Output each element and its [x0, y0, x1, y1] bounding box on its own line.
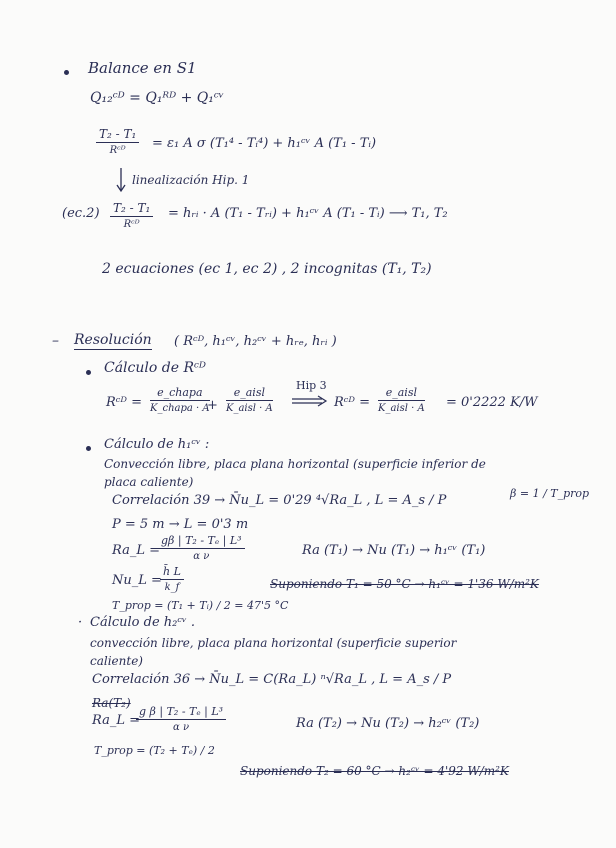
h1-chain: Ra (T₁) → Nu (T₁) → h₁ᶜᵛ (T₁): [302, 543, 486, 558]
rayleigh-lhs: Ra_L =: [112, 543, 160, 558]
h2-description-line2: caliente): [90, 654, 143, 668]
fraction-numerator: h̄ L: [160, 566, 184, 580]
plus-sign: +: [207, 398, 218, 413]
fraction-nusselt: [160, 566, 184, 593]
fraction-numerator: T₂ - T₁: [96, 128, 139, 143]
nusselt-lhs: Nu_L =: [112, 573, 162, 588]
subsection-heading-h2: Cálculo de h₂ᶜᵛ .: [90, 615, 196, 630]
h2-chain: Ra (T₂) → Nu (T₂) → h₂ᶜᵛ (T₂): [296, 716, 480, 731]
h2-correlation: Correlación 36 → N̄u_L = C(Ra_L) ⁿ√Ra_L , L = A_s / P: [92, 672, 452, 687]
dash-marker: ·: [78, 615, 83, 630]
hypothesis-label: Hip 3: [296, 379, 327, 392]
h2-rayleigh-struck: Ra(T₂): [92, 696, 131, 710]
section-heading-resolucion: Resolución: [74, 332, 152, 348]
fraction-rayleigh-h1: [158, 535, 245, 562]
rcd-lhs-simplified: Rᶜᴰ =: [334, 395, 370, 410]
h2-description-line1: convección libre, placa plana horizontal (superficie superior: [90, 636, 457, 650]
h2-film-temperature: T_prop = (T₂ + Tₑ) / 2: [94, 744, 215, 757]
bullet-dot: [64, 70, 69, 75]
fraction-numerator: g β | T₂ - Tₑ | L³: [136, 706, 226, 720]
fraction-denominator: α ν: [193, 551, 210, 562]
fraction-denominator: K_aisl · A: [226, 403, 273, 414]
h1-correlation: Correlación 39 → N̄u_L = 0'29 ⁴√Ra_L , L = A_s / P: [112, 493, 447, 508]
fraction-denominator: Rᶜᴰ: [109, 145, 126, 156]
equation-heat-balance: Q₁₂ᶜᴰ = Q₁ᴿᴰ + Q₁ᶜᵛ: [90, 90, 225, 106]
dash-marker: –: [52, 333, 59, 349]
perimeter-length: P = 5 m → L = 0'3 m: [112, 517, 249, 532]
fraction-denominator: k_f: [164, 582, 180, 593]
fraction-denominator: α ν: [173, 722, 190, 733]
beta-definition: β = 1 / T_prop: [510, 487, 590, 500]
h1-film-temperature: T_prop = (T₁ + Tᵢ) / 2 = 47'5 °C: [112, 599, 289, 612]
subsection-heading-rcd: Cálculo de Rᶜᴰ: [104, 360, 206, 376]
fraction-denominator: K_chapa · A: [150, 403, 210, 414]
h2-assumption: Suponiendo T₂ = 60 °C → h₂ᶜᵛ = 4'92 W/m²K: [240, 764, 509, 778]
fraction-eq1: [96, 128, 139, 156]
fraction-numerator: e_chapa: [150, 387, 210, 401]
implies-arrow-icon: [292, 396, 328, 406]
rayleigh-lhs: Ra_L =: [92, 713, 140, 728]
fraction-ec2: [110, 202, 153, 230]
h1-description-line1: Convección libre, placa plana horizontal (superficie inferior de: [104, 457, 486, 471]
fraction-numerator: gβ | T₂ - Tₑ | L³: [158, 535, 245, 549]
equation-label-ec2: (ec.2): [62, 206, 100, 221]
subsection-heading-h1: Cálculo de h₁ᶜᵛ :: [104, 437, 210, 452]
equation-eq1-rhs: = ε₁ A σ (T₁⁴ - Tᵢ⁴) + h₁ᶜᵛ A (T₁ - Tᵢ): [152, 136, 377, 151]
rcd-result: = 0'2222 K/W: [446, 395, 538, 410]
linearization-note: linealización Hip. 1: [132, 173, 250, 187]
h1-description-line2: placa caliente): [104, 475, 194, 489]
fraction-aisl-only: [378, 387, 425, 414]
section-heading-balance: Balance en S1: [88, 59, 197, 77]
fraction-chapa: [150, 387, 210, 414]
fraction-rayleigh-h2: [136, 706, 226, 733]
bullet-dot: [86, 370, 91, 375]
resolucion-parameters: ( Rᶜᴰ, h₁ᶜᵛ, h₂ᶜᵛ + hᵣₑ, hᵣᵢ ): [174, 334, 337, 349]
fraction-numerator: e_aisl: [378, 387, 425, 401]
fraction-numerator: e_aisl: [226, 387, 273, 401]
fraction-aisl: [226, 387, 273, 414]
fraction-denominator: Rᶜᴰ: [123, 219, 140, 230]
equations-summary: 2 ecuaciones (ec 1, ec 2) , 2 incognitas (T₁, T₂): [102, 261, 432, 277]
equation-ec2-rhs: = hᵣᵢ · A (T₁ - Tᵣᵢ) + h₁ᶜᵛ A (T₁ - Tᵢ) ⟶ T₁, T₂: [168, 206, 448, 221]
down-arrow-icon: [115, 168, 127, 194]
rcd-lhs: Rᶜᴰ =: [106, 395, 142, 410]
bullet-dot: [86, 446, 91, 451]
fraction-denominator: K_aisl · A: [378, 403, 425, 414]
h1-assumption: Suponiendo T₁ = 50 °C → h₁ᶜᵛ = 1'36 W/m²K: [270, 577, 539, 591]
fraction-numerator: T₂ - T₁: [110, 202, 153, 217]
